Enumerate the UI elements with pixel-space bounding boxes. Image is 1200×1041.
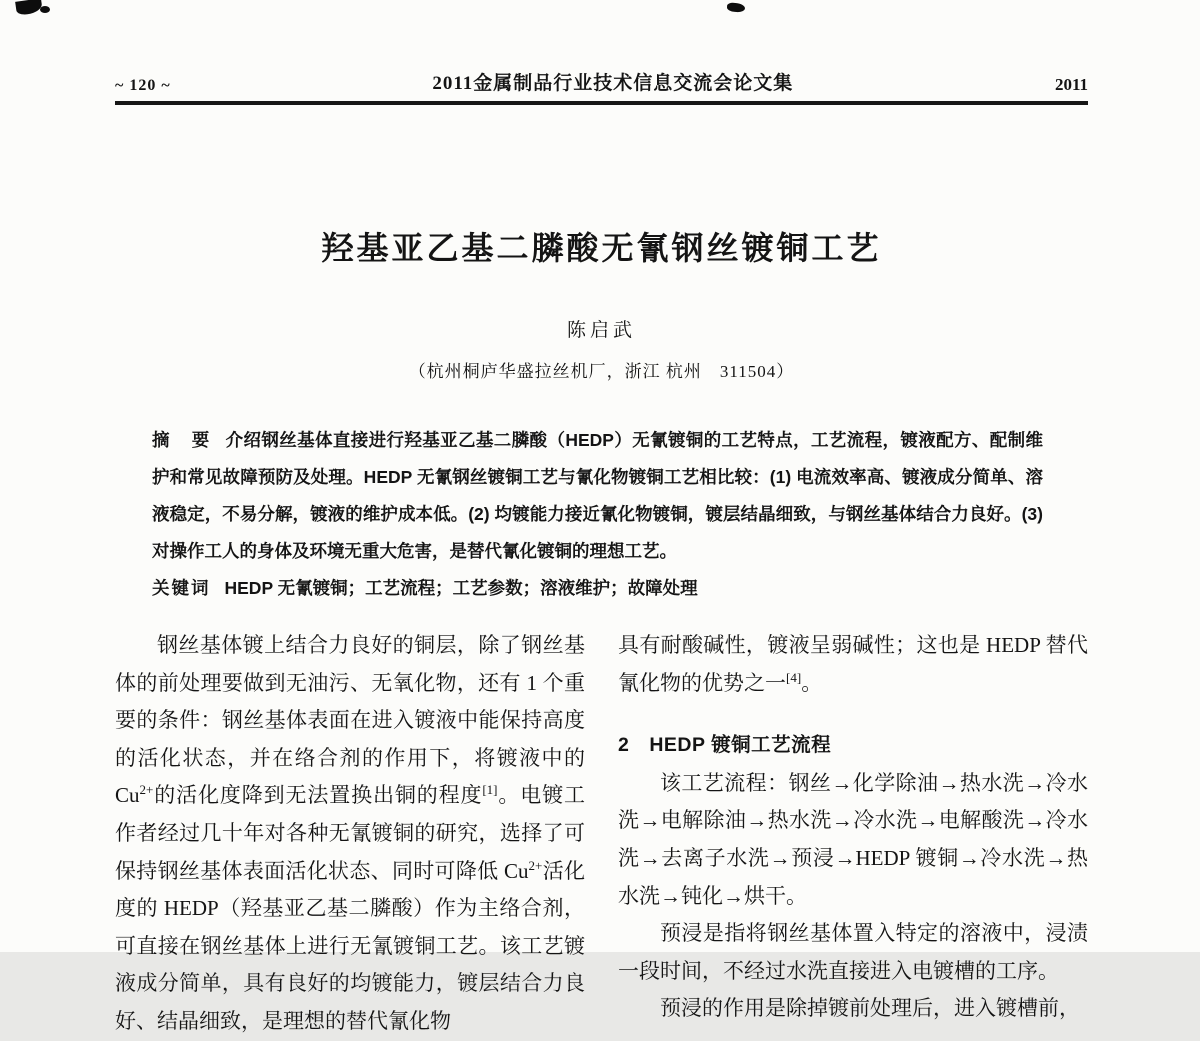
body-paragraph: 预浸是指将钢丝基体置入特定的溶液中，浸渍一段时间，不经过水洗直接进入电镀槽的工序。 — [618, 921, 1088, 983]
body-paragraph: 预浸的作用是除掉镀前处理后，进入镀槽前， — [660, 996, 1080, 1021]
header-rule — [115, 101, 1088, 105]
author-affiliation: （杭州桐庐华盛拉丝机厂，浙江 杭州 311504） — [408, 362, 795, 381]
running-head — [115, 0, 1088, 95]
right-column — [618, 627, 1088, 1041]
paper-title: 羟基亚乙基二膦酸无氰钢丝镀铜工艺 — [321, 230, 882, 266]
keywords-text: HEDP 无氰镀铜；工艺流程；工艺参数；溶液维护；故障处理 — [224, 578, 698, 598]
section-heading: 2 HEDP 镀铜工艺流程 — [618, 734, 832, 757]
body-paragraph: 该工艺流程：钢丝→化学除油→热水洗→冷水洗→电解除油→热水洗→冷水洗→电解酸洗→冷水洗→去离子水洗→预浸→HEDP 镀铜→冷水洗→热水洗→钝化→烘干。 — [618, 770, 1088, 908]
scan-artifact — [40, 6, 50, 13]
page-number: ~ 120 ~ — [115, 77, 171, 94]
body-paragraph: 钢丝基体镀上结合力良好的铜层，除了钢丝基体的前处理要做到无油污、无氧化物，还有 1 个重要的条件：钢丝基体表面在进入镀液中能保持高度的活化状态，并在络合剂的作用下，将镀液中的 $Cu^{2+}$的活化度降到无法置换出铜的程度[1]。电镀工作者经过几十年对各种无氰镀铜的研究，选择了可保持钢丝基体表面活化状态、同时可降低 $Cu^{2+}$活化度的 HEDP（羟基亚乙基二膦酸）作为主络合剂，可直接在钢丝基体上进行无氰镀铜工艺。该工艺镀液成分简单，具有良好的均镀能力，镀层结合力良好、结晶细致，是理想的替代氰化物 — [115, 633, 586, 1033]
keywords-line — [152, 570, 1043, 607]
body-paragraph: 具有耐酸碱性，镀液呈弱碱性；这也是 HEDP 替代氰化物的优势之一[4]。 — [618, 633, 1088, 695]
left-column — [115, 627, 585, 1041]
abstract-label: 摘 要 — [152, 430, 212, 450]
keywords-label: 关键词 — [152, 578, 211, 598]
author-name: 陈启武 — [566, 320, 636, 341]
body-columns — [115, 627, 1088, 1041]
header-year: 2011 — [1054, 75, 1088, 94]
abstract-paragraph — [152, 422, 1043, 570]
abstract-text: 介绍钢丝基体直接进行羟基亚乙基二膦酸（HEDP）无氰镀铜的工艺特点，工艺流程，镀液配方、配制维护和常见故障预防及处理。HEDP 无氰钢丝镀铜工艺与氰化物镀铜工艺相比较：(1) 电流效率高、镀液成分简单、溶液稳定，不易分解，镀液的维护成本低。(2) 均镀能力接近氰化物镀铜，镀层结晶细致，与钢丝基体结合力良好。(3) 对操作工人的身体及环境无重大危害，是替代氰化镀铜的理想工艺。 — [152, 430, 1043, 561]
abstract-block — [152, 422, 1043, 607]
proceedings-title: 2011金属制品行业技术信息交流会论文集 — [432, 73, 794, 94]
